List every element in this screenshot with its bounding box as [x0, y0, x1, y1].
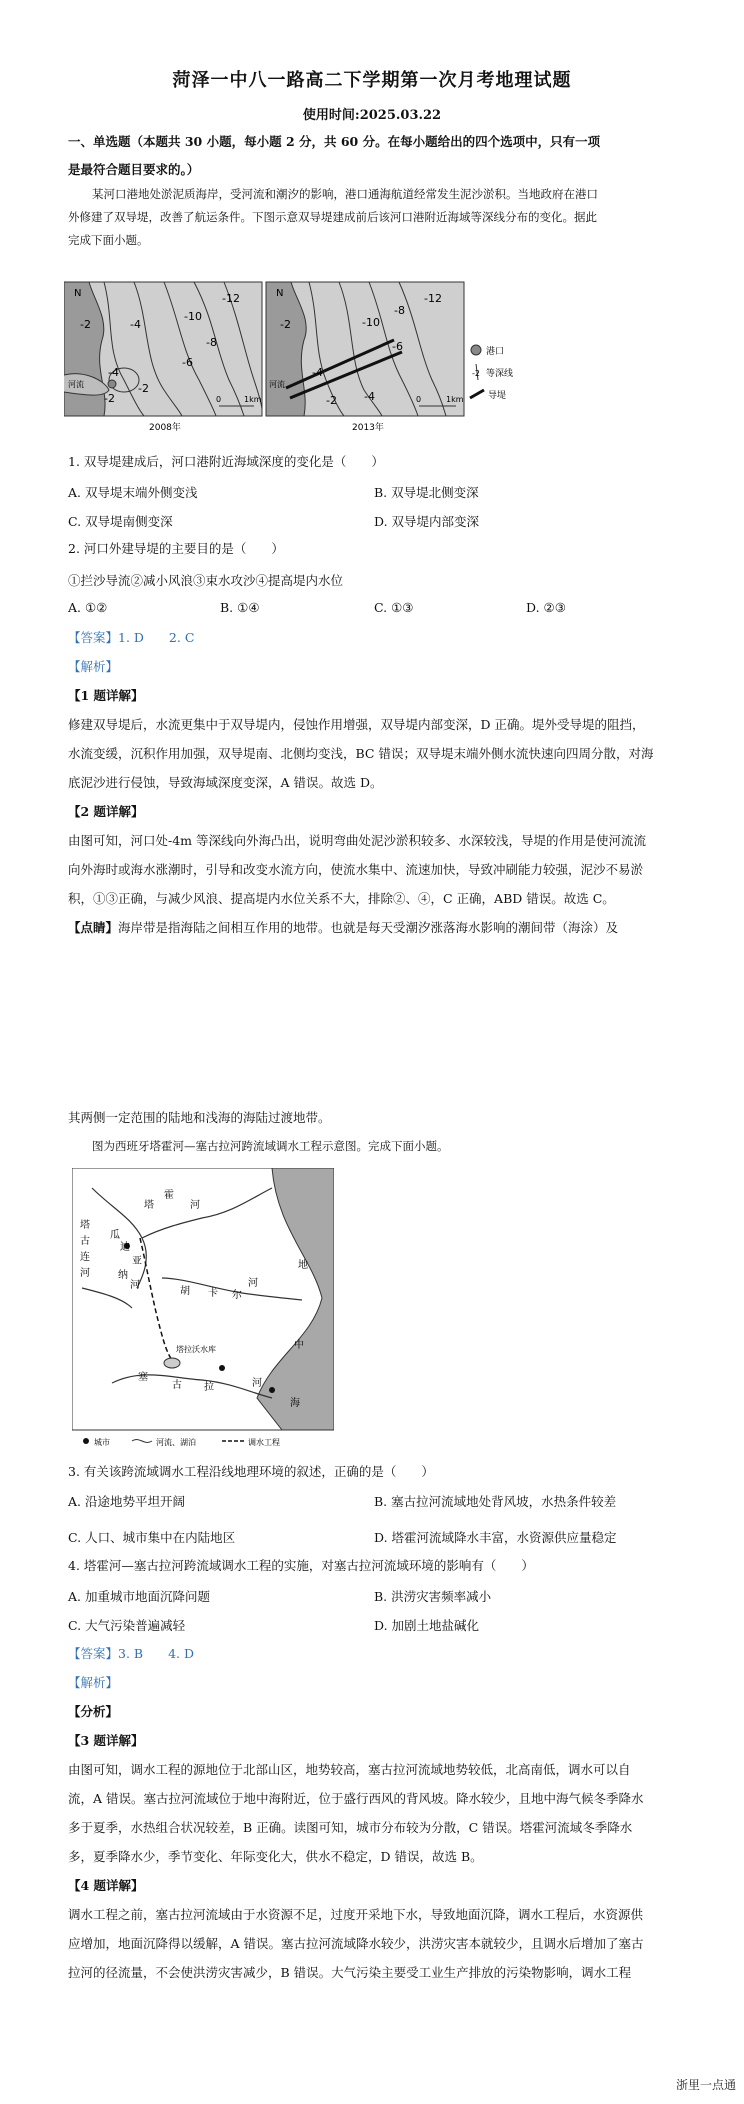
depth-label: -2 [80, 318, 91, 331]
depth-label: -8 [394, 304, 405, 317]
map2-label: 河 [190, 1200, 200, 1211]
map2-label: 古 [172, 1380, 182, 1391]
map2-label: 尔 [232, 1290, 242, 1301]
map2-label: 河 [80, 1268, 90, 1279]
map2-label: 塔 [80, 1220, 90, 1231]
legend-isobath-sym: -2 [472, 369, 480, 378]
depth-label: -2 [104, 392, 115, 405]
legend-jetty: 导堤 [488, 391, 507, 401]
detail-3-tag: 【3 题详解】 [68, 1733, 144, 1748]
detail-1-text: 修建双导堤后，水流更集中于双导堤内，侵蚀作用增强，双导堤内部变深，D 正确。堤外受导堤的阻挡， [68, 717, 645, 732]
key-point [68, 914, 678, 942]
year-2008: 2008年 [149, 423, 181, 433]
scale-zero: 0 [216, 395, 222, 404]
reservoir-label: 塔拉沃水库 [176, 1345, 216, 1354]
north-arrow: N [276, 288, 284, 299]
detail-1-tag: 【1 题详解】 [68, 688, 144, 703]
q1-option-c[interactable]: C. 双导堤南侧变深 [68, 514, 173, 529]
map-2013 [266, 282, 464, 433]
depth-label: -12 [424, 292, 442, 305]
depth-label: -10 [362, 316, 380, 329]
key-point-text: 海岸带是指海陆之间相互作用的地带。也就是每天受潮汐涨落海水影响的潮间带（海涂）及 [118, 920, 619, 935]
legend-city: 城市 [94, 1438, 110, 1447]
q2-option-a[interactable]: A. ①② [68, 600, 108, 615]
section-header: 一、单选题（本题共 30 小题，每小题 2 分，共 60 分。在每小题给出的四个选项中，只有一项 [68, 134, 601, 149]
map2-label: 河 [252, 1378, 262, 1389]
depth-label: -4 [108, 366, 119, 379]
depth-label: -2 [280, 318, 291, 331]
legend-port: 港口 [486, 347, 505, 357]
depth-label: -4 [364, 390, 375, 403]
depth-label: -8 [206, 336, 217, 349]
question-4-stem: 4. 塔霍河—塞古拉河跨流域调水工程的实施，对塞古拉河流域环境的影响有（ ） [68, 1558, 534, 1573]
q4-option-a[interactable]: A. 加重城市地面沉降问题 [68, 1589, 210, 1604]
detail-3-text: 多于夏季，水热组合状况较差，B 正确。读图可知，城市分布较为分散，C 错误。塔霍河流域冬季降水 [68, 1820, 633, 1835]
detail-3-text: 流，A 错误。塞古拉河流域位于地中海附近，位于盛行西风的背风坡。降水较少，且地中海气候冬季降水 [68, 1791, 644, 1806]
map2-label: 地 [298, 1260, 308, 1271]
q1-option-d[interactable]: D. 双导堤内部变深 [374, 514, 480, 529]
page-title: 菏泽一中八一路高二下学期第一次月考地理试题 [172, 70, 572, 91]
fenxi-tag: 【分析】 [68, 1704, 119, 1719]
footer-watermark: 浙里一点通 [675, 2078, 736, 2092]
map-2008 [64, 282, 262, 433]
q3-option-b[interactable]: B. 塞古拉河流域地处背风坡，水热条件较差 [374, 1494, 617, 1509]
q3-option-c[interactable]: C. 人口、城市集中在内陆地区 [68, 1530, 236, 1545]
intro-line: 某河口港地处淤泥质海岸，受河流和潮汐的影响，港口通海航道经常发生泥沙淤积。当地政府在港口 [92, 187, 598, 201]
q4-option-c[interactable]: C. 大气污染普遍减轻 [68, 1618, 186, 1633]
legend-canal: 调水工程 [248, 1438, 280, 1447]
detail-4-text: 应增加，地面沉降得以缓解，A 错误。塞古拉河流域降水较少，洪涝灾害本就较少，且调水后增加了塞古 [68, 1936, 644, 1951]
depth-label: -12 [222, 292, 240, 305]
detail-4-tag: 【4 题详解】 [68, 1878, 144, 1893]
depth-label: -4 [130, 318, 141, 331]
answer-1-2: 【答案】1. D 2. C [68, 630, 195, 645]
scale-label: 1km [244, 395, 262, 404]
key-point-cont: 其两侧一定范围的陆地和浅海的海陆过渡地带。 [68, 1110, 331, 1125]
depth-label: -4 [312, 366, 323, 379]
map2-label: 塔 [144, 1200, 154, 1211]
map2-label: 纳 [118, 1270, 128, 1281]
q1-option-a[interactable]: A. 双导堤末端外侧变浅 [68, 485, 198, 500]
scale-zero: 0 [416, 395, 422, 404]
map2-label: 卡 [208, 1288, 218, 1299]
q2-items: ①拦沙导流②减小风浪③束水攻沙④提高堤内水位 [68, 573, 344, 588]
answer-3-4: 【答案】3. B 4. D [68, 1646, 195, 1661]
map2-label: 霍 [164, 1190, 174, 1201]
question-3-stem: 3. 有关该跨流域调水工程沿线地理环境的叙述，正确的是（ ） [68, 1464, 434, 1479]
q4-option-d[interactable]: D. 加剧土地盐碱化 [374, 1618, 480, 1633]
map2-label: 中 [294, 1340, 304, 1351]
q3-option-d[interactable]: D. 塔霍河流域降水丰富，水资源供应量稳定 [374, 1530, 617, 1545]
exam-date: 使用时间:2025.03.22 [302, 108, 442, 123]
map2-label: 古 [80, 1236, 90, 1247]
depth-label: -2 [326, 394, 337, 407]
map2-label: 迪 [120, 1242, 130, 1253]
intro-line: 完成下面小题。 [68, 233, 149, 247]
map2-label: 河 [130, 1280, 140, 1291]
scale-label: 1km [446, 395, 464, 404]
detail-4-text: 调水工程之前，塞古拉河流域由于水资源不足，过度开采地下水，导致地面沉降，调水工程后，水资源供 [68, 1907, 644, 1922]
map1-legend [470, 345, 513, 401]
question-2-stem: 2. 河口外建导堤的主要目的是（ ） [68, 541, 284, 556]
depth-label: -6 [392, 340, 403, 353]
isobath-map-figure [64, 280, 534, 440]
map2-label: 胡 [180, 1286, 190, 1297]
detail-1-text: 水流变缓，沉积作用加强，双导堤南、北侧均变浅，BC 错误；双导堤末端外侧水流快速向四周分散，对海 [68, 746, 654, 761]
analysis-tag: 【解析】 [68, 1675, 119, 1690]
map2-label: 亚 [132, 1256, 142, 1267]
legend-river: 河流、湖泊 [156, 1438, 196, 1447]
q2-option-c[interactable]: C. ①③ [374, 600, 414, 615]
detail-4-text: 拉河的径流量，不会使洪涝灾害减少，B 错误。大气污染主要受工业生产排放的污染物影响，调水工程 [68, 1965, 632, 1980]
section-header-cont: 是最符合题目要求的。） [68, 162, 200, 177]
analysis-tag: 【解析】 [68, 659, 119, 674]
q4-option-b[interactable]: B. 洪涝灾害频率减小 [374, 1589, 492, 1604]
map2-label: 连 [80, 1252, 90, 1263]
q3-option-a[interactable]: A. 沿途地势平坦开阔 [68, 1494, 185, 1509]
map2-label: 河 [248, 1278, 258, 1289]
map2-label: 拉 [204, 1382, 214, 1393]
intro-2: 图为西班牙塔霍河—塞古拉河跨流域调水工程示意图。完成下面小题。 [92, 1139, 449, 1153]
detail-2-text: 向外海时或海水涨潮时，引导和改变水流方向，使流水集中、流速加快，导致冲刷能力较强，泥沙不易淤 [68, 862, 644, 877]
map2-label: 瓜 [110, 1230, 120, 1241]
q1-option-b[interactable]: B. 双导堤北侧变深 [374, 485, 479, 500]
intro-line: 外修建了双导堤，改善了航运条件。下图示意双导堤建成前后该河口港附近海域等深线分布的变化。据此 [68, 210, 597, 224]
q2-option-b[interactable]: B. ①④ [220, 600, 260, 615]
map2-label: 海 [290, 1398, 300, 1409]
detail-2-text: 积，①③正确，与减少风浪、提高堤内水位关系不大，排除②、④，C 正确，ABD 错误。故选 C。 [68, 891, 615, 906]
detail-1-text: 底泥沙进行侵蚀，导致海域深度变深，A 错误。故选 D。 [68, 775, 383, 790]
river-label: 河流 [269, 380, 285, 389]
q2-option-d[interactable]: D. ②③ [526, 600, 566, 615]
river-label: 河流 [68, 380, 84, 389]
question-1-stem: 1. 双导堤建成后，河口港附近海域深度的变化是（ ） [68, 454, 384, 469]
detail-2-tag: 【2 题详解】 [68, 804, 144, 819]
legend-isobath: 等深线 [486, 369, 514, 379]
detail-3-text: 多，夏季降水少，季节变化、年际变化大，供水不稳定，D 错误，故选 B。 [68, 1849, 483, 1864]
detail-2-text: 由图可知，河口处-4m 等深线向外海凸出，说明弯曲处泥沙淤积较多、水深较浅，导堤的作用是使河流流 [68, 833, 647, 848]
depth-label: -6 [182, 356, 193, 369]
water-transfer-map-figure [72, 1168, 334, 1448]
depth-label: -10 [184, 310, 202, 323]
north-arrow: N [74, 288, 82, 299]
key-point-tag: 【点睛】 [68, 920, 119, 935]
detail-3-text: 由图可知，调水工程的源地位于北部山区，地势较高，塞古拉河流域地势较低，北高南低，调水可以自 [68, 1762, 631, 1777]
year-2013: 2013年 [352, 423, 384, 433]
depth-label: -2 [138, 382, 149, 395]
map2-label: 塞 [138, 1372, 148, 1383]
